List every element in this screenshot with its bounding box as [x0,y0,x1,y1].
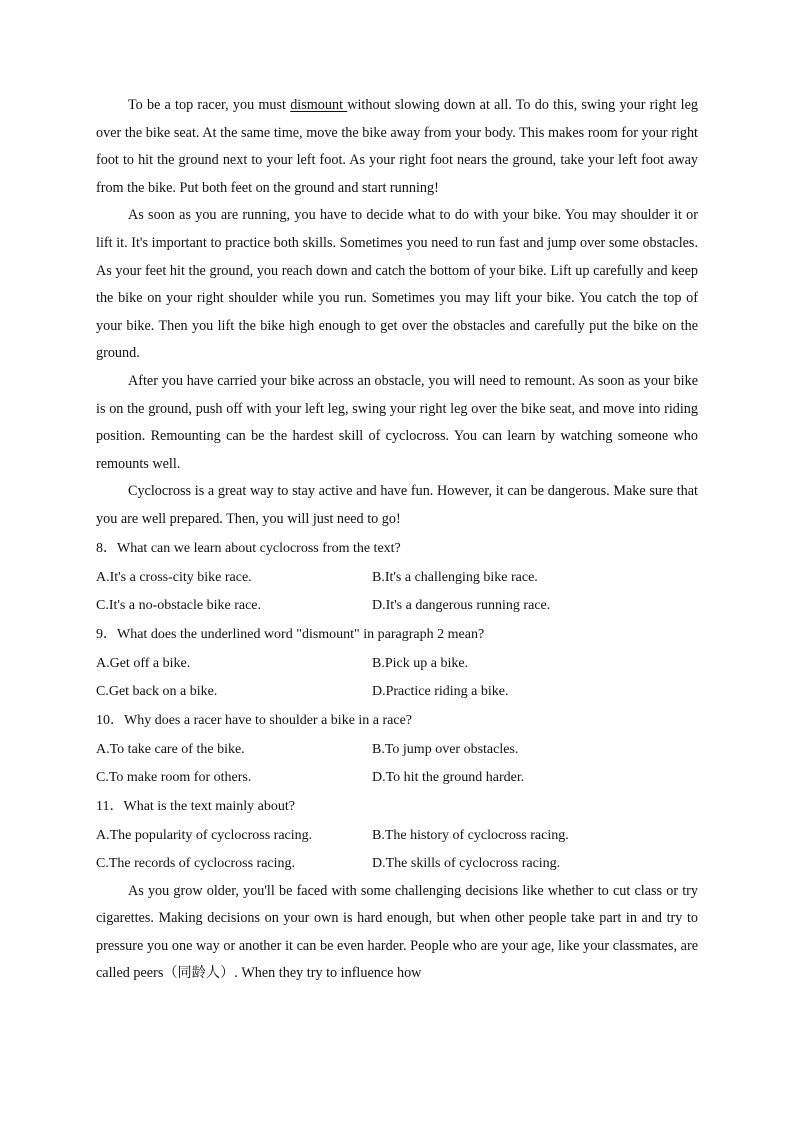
option-a: A.It's a cross-city bike race. [96,569,252,585]
option-c: C.To make room for others. [96,769,252,785]
question-block [96,620,698,706]
options-grid [96,736,698,792]
paragraph-text: without slowing down at all. To do this, swing your right leg over the bike seat. At the same time, move the bike away from your body. This makes room for your right foot to hit the ground next to your left foot. As your right foot nears the ground, take your left foot away from the bike. Put both feet on the ground and start running! [96,97,699,196]
option-d: D.It's a dangerous running race. [372,597,551,613]
options-grid [96,650,698,706]
underlined-word: dismount [290,97,348,113]
option-c: C.It's a no-obstacle bike race. [96,597,262,613]
option-a: A.To take care of the bike. [96,741,245,757]
document-page [96,92,698,988]
option-c: C.The records of cyclocross racing. [96,855,296,871]
option-c: C.Get back on a bike. [96,683,218,699]
option-d: D.To hit the ground harder. [372,769,525,785]
question-text: 8．What can we learn about cyclocross from the text? [96,540,401,556]
option-a: A.Get off a bike. [96,655,191,671]
paragraph: Cyclocross is a great way to stay active and have fun. However, it can be dangerous. Make sure that you are well prepared. Then, you will just need to go! [96,483,698,527]
question-text: 10．Why does a racer have to shoulder a bike in a race? [96,712,413,728]
paragraph: As soon as you are running, you have to decide what to do with your bike. You may shoulder it or lift it. It's important to practice both skills. Sometimes you need to run fast and jump over some obstacles. As your feet hit the ground, you reach down and catch the bottom of your bike. Lift up carefully and keep the bike on your right shoulder while you run. Sometimes you may lift your bike. You catch the top of your bike. Then you lift the bike high enough to get over the obstacles and carefully put the bike on the ground. [96,207,698,362]
option-d: D.Practice riding a bike. [372,683,509,699]
question-block [96,534,698,620]
options-grid [96,822,698,878]
option-b: B.The history of cyclocross racing. [372,827,569,843]
option-d: D.The skills of cyclocross racing. [372,855,561,871]
question-block [96,792,698,878]
paragraph: As you grow older, you'll be faced with some challenging decisions like whether to cut class or try cigarettes. Making decisions on your own is hard enough, but when other people take part in and try to pressure you one way or another it can be even harder. People who are your age, like your classmates, are called peers（同龄人）. When they try to influence how [96,882,698,982]
question-block [96,706,698,792]
question-text: 9．What does the underlined word "dismount" in paragraph 2 mean? [96,626,485,642]
question-text: 11．What is the text mainly about? [96,798,295,814]
option-a: A.The popularity of cyclocross racing. [96,827,313,843]
paragraph-text: To be a top racer, you must [128,97,291,113]
paragraph [96,92,698,202]
option-b: B.Pick up a bike. [372,655,469,671]
paragraph: After you have carried your bike across an obstacle, you will need to remount. As soon as your bike is on the ground, push off with your left leg, swing your right leg over the bike seat, and move into riding position. Remounting can be the hardest skill of cyclocross. You can learn by watching someone who remounts well. [96,372,698,472]
options-grid [96,564,698,620]
option-b: B.It's a challenging bike race. [372,569,538,585]
option-b: B.To jump over obstacles. [372,741,519,757]
